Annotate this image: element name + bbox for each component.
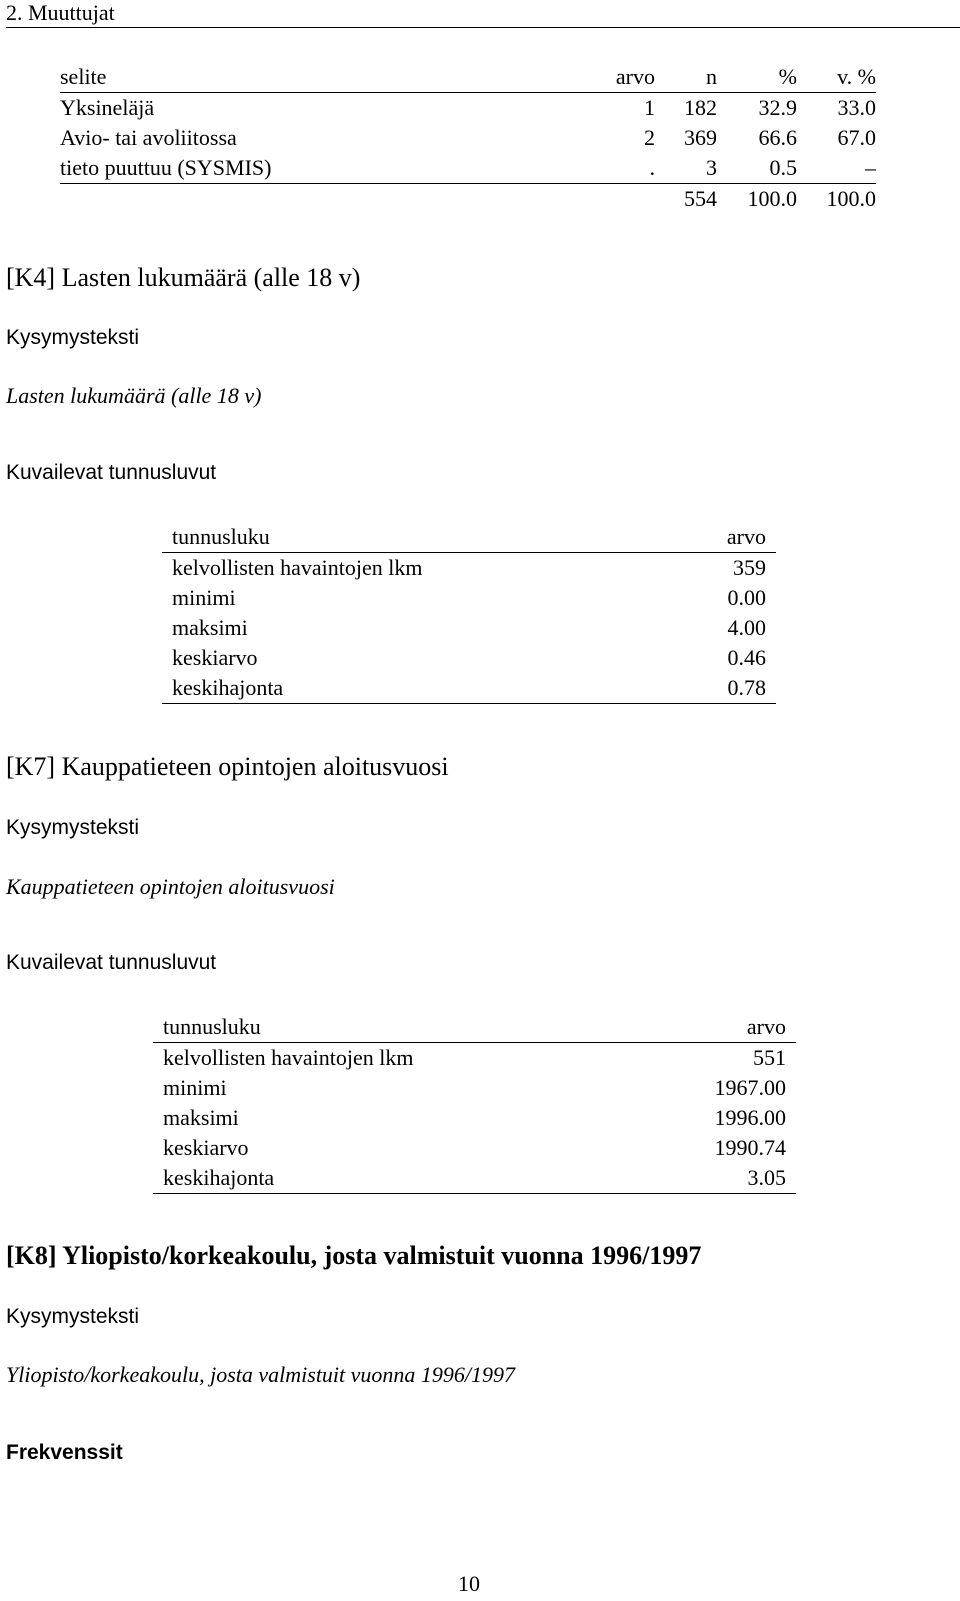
cell-percent: 32.9: [758, 95, 797, 120]
cell-valid-percent: –: [797, 153, 876, 184]
total-arvo: [580, 184, 655, 215]
cell-n: 3: [655, 153, 717, 184]
section-title-k7: [K7] Kauppatieteen opintojen aloitusvuosi: [6, 752, 449, 781]
stat-value: 1996.00: [714, 1105, 786, 1130]
table-row: [162, 643, 776, 673]
cell-arvo: .: [580, 153, 655, 184]
table-row: [60, 123, 876, 153]
header-rule: [6, 27, 960, 28]
table-row: [162, 583, 776, 613]
cell-percent: 0.5: [717, 153, 797, 184]
table-header-row: [153, 1012, 796, 1043]
stat-name: keskihajonta: [153, 1163, 643, 1194]
table-row: [162, 673, 776, 704]
col-header-n: n: [655, 62, 717, 93]
descriptive-stats-table-k7: [153, 1012, 796, 1194]
section-title-k8: [K8] Yliopisto/korkeakoulu, josta valmistuit vuonna 1996/1997: [6, 1241, 702, 1270]
table-header-row: [162, 522, 776, 553]
cell-selite: Yksineläjä: [60, 95, 155, 120]
stats-label-k4: Kuvailevat tunnusluvut: [6, 461, 217, 484]
cell-valid-percent: 67.0: [837, 125, 876, 150]
table-row: [60, 153, 876, 184]
stat-name: minimi: [163, 1075, 227, 1100]
cell-percent: 66.6: [758, 125, 797, 150]
question-label-k4: Kysymysteksti: [6, 326, 140, 349]
descriptive-stats-table-k4: [162, 522, 776, 704]
stat-value: 1967.00: [714, 1075, 786, 1100]
cell-selite: tieto puuttuu (SYSMIS): [60, 153, 580, 184]
cell-n: 182: [684, 95, 717, 120]
col-header-valid-percent: v. %: [797, 62, 876, 93]
total-percent: 100.0: [747, 186, 797, 211]
stat-name: kelvollisten havaintojen lkm: [172, 555, 423, 580]
stat-value: 359: [733, 555, 766, 580]
col-header-arvo: arvo: [679, 522, 776, 553]
stat-name: minimi: [172, 585, 236, 610]
col-header-arvo: arvo: [643, 1012, 796, 1043]
table-row: [153, 1163, 796, 1194]
table-row: [153, 1043, 796, 1074]
table-row: [153, 1103, 796, 1133]
stat-value: 0.00: [727, 585, 766, 610]
question-text-k4: Lasten lukumäärä (alle 18 v): [6, 383, 262, 408]
total-n: 554: [684, 186, 717, 211]
stat-name: maksimi: [163, 1105, 239, 1130]
cell-arvo: 2: [644, 125, 655, 150]
stat-value: 3.05: [643, 1163, 796, 1194]
table-row: [60, 93, 876, 124]
stat-name: keskiarvo: [172, 645, 258, 670]
stat-value: 0.46: [727, 645, 766, 670]
col-header-tunnusluku: tunnusluku: [162, 522, 679, 553]
stat-name: kelvollisten havaintojen lkm: [163, 1045, 414, 1070]
table-header-row: [60, 62, 876, 93]
frequency-table: [60, 62, 876, 214]
col-header-selite: selite: [60, 62, 580, 93]
table-row: [162, 553, 776, 584]
cell-n: 369: [684, 125, 717, 150]
total-selite: [60, 184, 580, 215]
stats-label-k7: Kuvailevat tunnusluvut: [6, 951, 217, 974]
page-number: 10: [458, 1571, 480, 1596]
question-text-k7: Kauppatieteen opintojen aloitusvuosi: [6, 874, 335, 899]
table-row: [153, 1133, 796, 1163]
stat-name: keskiarvo: [163, 1135, 249, 1160]
section-title-k4: [K4] Lasten lukumäärä (alle 18 v): [6, 263, 361, 292]
stat-value: 1990.74: [714, 1135, 786, 1160]
cell-selite: Avio- tai avoliitossa: [60, 125, 237, 150]
stat-name: keskihajonta: [162, 673, 679, 704]
table-total-row: [60, 184, 876, 215]
table-row: [153, 1073, 796, 1103]
stat-value: 0.78: [679, 673, 776, 704]
stat-value: 4.00: [727, 615, 766, 640]
cell-valid-percent: 33.0: [837, 95, 876, 120]
table-row: [162, 613, 776, 643]
question-label-k8: Kysymysteksti: [6, 1305, 140, 1328]
col-header-tunnusluku: tunnusluku: [153, 1012, 643, 1043]
question-label-k7: Kysymysteksti: [6, 816, 140, 839]
col-header-arvo: arvo: [580, 62, 655, 93]
stat-name: maksimi: [172, 615, 248, 640]
total-valid-percent: 100.0: [826, 186, 876, 211]
col-header-percent: %: [717, 62, 797, 93]
frequencies-label-k8: Frekvenssit: [6, 1441, 123, 1464]
stat-value: 551: [753, 1045, 786, 1070]
cell-arvo: 1: [644, 95, 655, 120]
running-header: 2. Muuttujat: [6, 0, 115, 25]
question-text-k8: Yliopisto/korkeakoulu, josta valmistuit vuonna 1996/1997: [6, 1362, 516, 1387]
